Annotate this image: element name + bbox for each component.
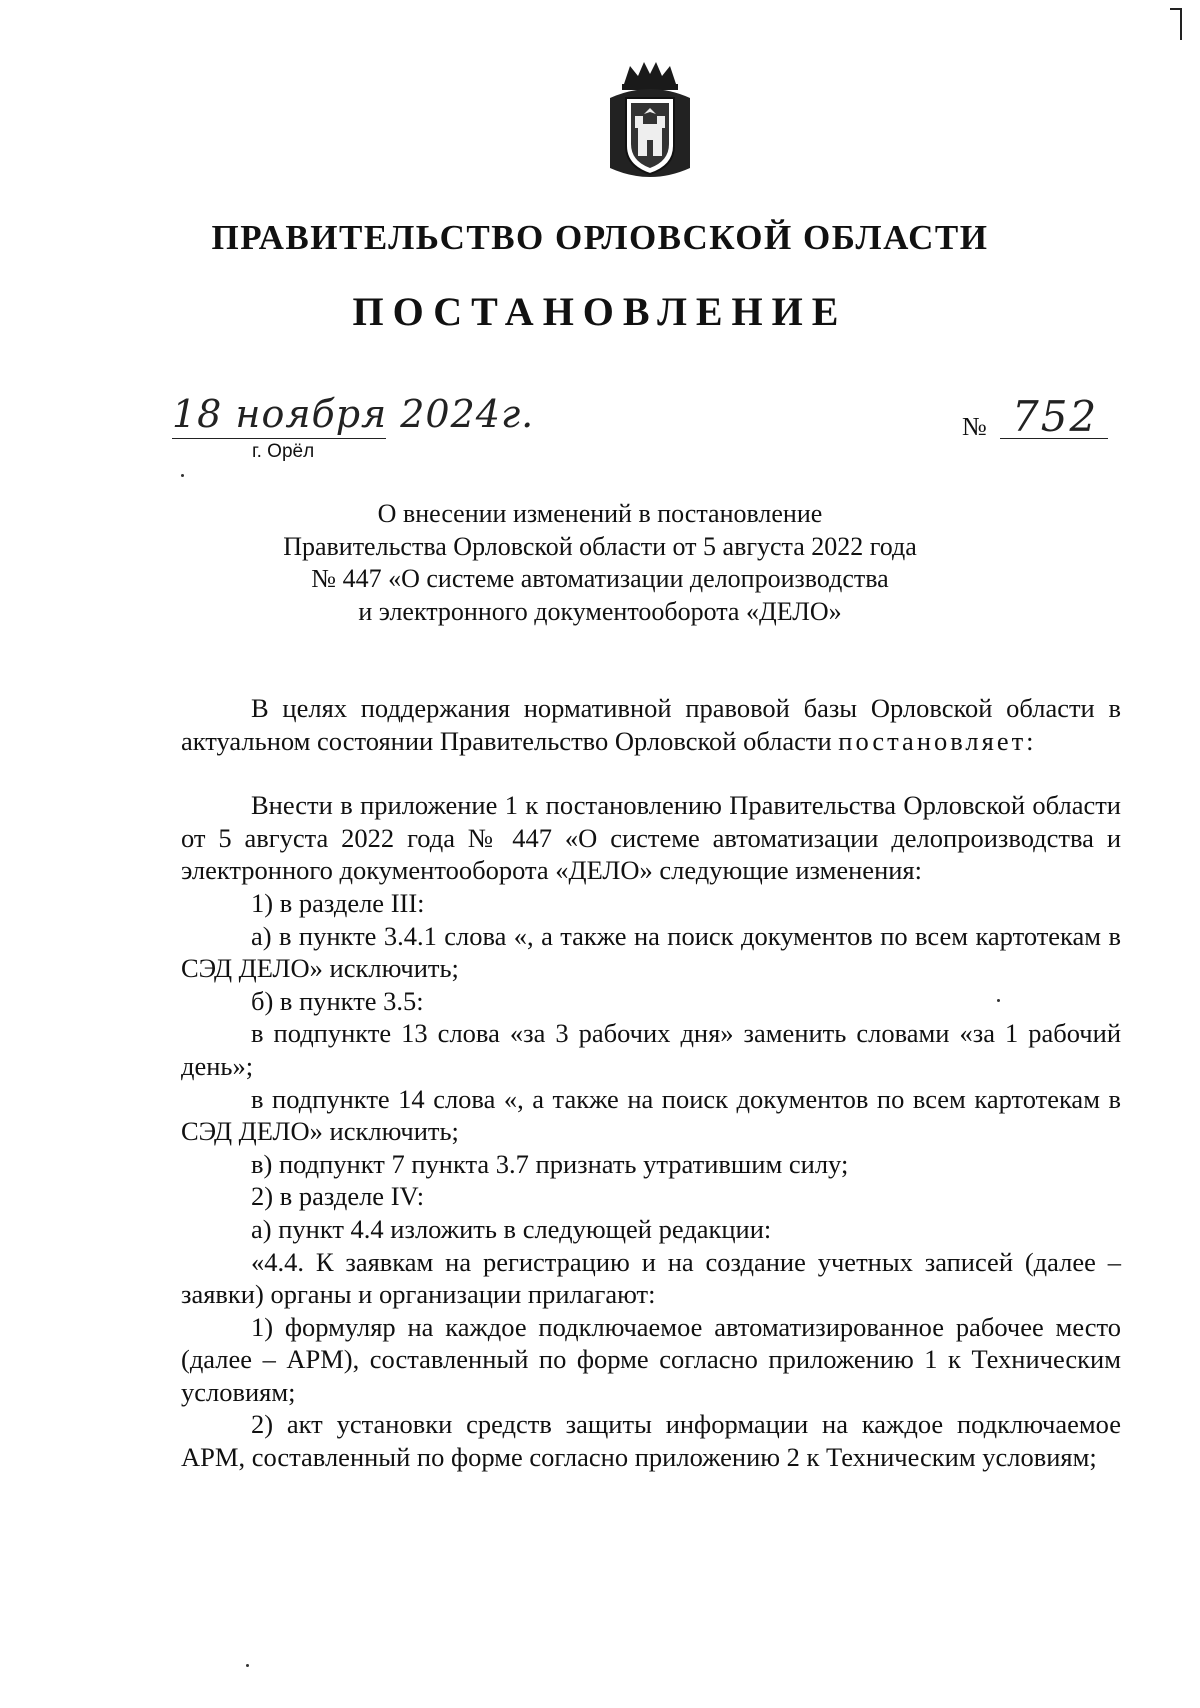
- subject-line: и электронного документооборота «ДЕЛО»: [358, 596, 842, 626]
- subject-line: № 447 «О системе автоматизации делопроизводства: [311, 564, 889, 593]
- body-paragraph: в) подпункт 7 пункта 3.7 признать утратившим силу;: [251, 1148, 849, 1179]
- scan-speck: [997, 999, 1000, 1002]
- body-paragraph: 1) в разделе III:: [251, 887, 425, 918]
- document-subject: [0, 498, 1200, 628]
- body-paragraph: а) пункт 4.4 изложить в следующей редакции:: [251, 1213, 772, 1244]
- preamble-text: В целях поддержания нормативной правовой базы Орловской области в актуальном состоянии Правительство Орловской области: [181, 693, 1121, 756]
- government-name: ПРАВИТЕЛЬСТВО ОРЛОВСКОЙ ОБЛАСТИ: [211, 218, 989, 257]
- date-underline: [172, 438, 386, 439]
- coat-of-arms-icon: [604, 58, 696, 182]
- handwritten-date: 18 ноября 2024г.: [172, 392, 535, 436]
- body-paragraph: 2) акт установки средств защиты информации на каждое подключаемое АРМ, составленный по форме согласно приложению 2 к Техническим условиям;: [181, 1409, 1121, 1473]
- body-paragraph: в подпункте 13 слова «за 3 рабочих дня» заменить словами «за 1 рабочий день»;: [181, 1018, 1121, 1081]
- body-paragraph: «4.4. К заявкам на регистрацию и на создание учетных записей (далее – заявки) органы и организации прилагают:: [181, 1246, 1121, 1310]
- body-paragraph: 1) формуляр на каждое подключаемое автоматизированное рабочее место (далее – АРМ), составленный по форме согласно приложению 1 к Техническим условиям;: [181, 1311, 1121, 1407]
- body-paragraph: в подпункте 14 слова «, а также на поиск документов по всем картотекам в СЭД ДЕЛО» исключить;: [181, 1083, 1121, 1147]
- subject-line: О внесении изменений в постановление: [377, 499, 823, 528]
- body-paragraph: б) в пункте 3.5:: [251, 985, 424, 1016]
- scan-speck: [181, 474, 184, 477]
- city-label: г. Орёл: [252, 441, 315, 462]
- body-paragraph: Внести в приложение 1 к постановлению Правительства Орловской области от 5 августа 2022 года № 447 «О системе автоматизации делопроизводства и электронного документооборота «ДЕЛО» следующие изменения:: [181, 790, 1121, 886]
- document-body: [181, 692, 1121, 1474]
- preamble-verb: постановляет:: [838, 725, 1037, 756]
- document-type: ПОСТАНОВЛЕНИЕ: [352, 289, 848, 334]
- body-paragraph: а) в пункте 3.4.1 слова «, а также на поиск документов по всем картотекам в СЭД ДЕЛО» исключить;: [181, 920, 1121, 984]
- number-label: №: [962, 412, 987, 441]
- preamble-paragraph: [181, 692, 1121, 757]
- number-underline: [1000, 438, 1108, 439]
- body-paragraph: 2) в разделе IV:: [251, 1181, 425, 1212]
- handwritten-number: 752: [1012, 392, 1099, 441]
- corner-mark: [1170, 8, 1182, 40]
- scan-speck: [246, 1664, 249, 1667]
- subject-line: Правительства Орловской области от 5 августа 2022 года: [283, 531, 917, 561]
